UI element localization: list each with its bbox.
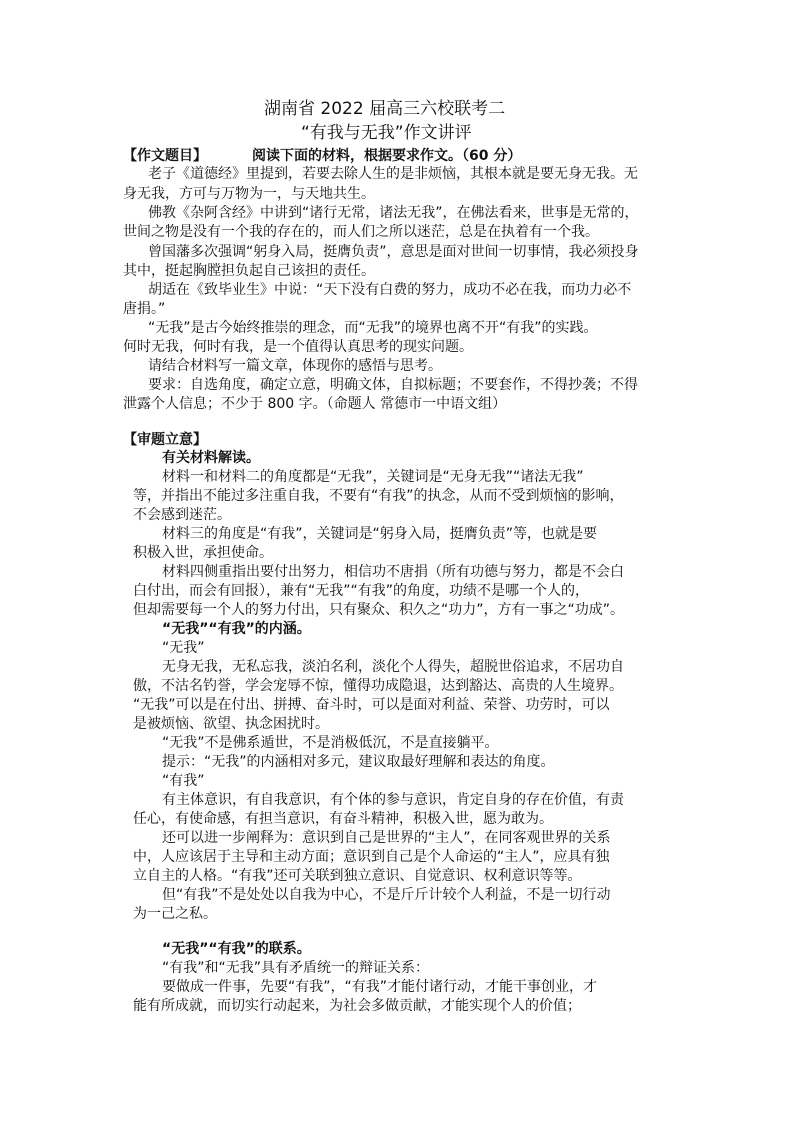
prompt-line: 身无我，方可与万物为一，与天地共生。 bbox=[123, 186, 375, 202]
title-line-1: 湖南省 2022 届高三六校联考二 bbox=[264, 99, 506, 119]
prompt-line: 其中，挺起胸膛担负起自己该担的责任。 bbox=[123, 263, 375, 279]
analysis-line: 为一己之私。 bbox=[133, 906, 217, 922]
analysis-line: 积极入世，承担使命。 bbox=[133, 545, 273, 561]
analysis-line: 等，并指出不能过多注重自我，不要有“有我”的执念，从而不受到烦恼的影响， bbox=[133, 488, 624, 504]
analysis-line: 白付出，而会有回报），兼有“无我”“有我”的角度，功绩不是哪一个人的， bbox=[133, 583, 590, 599]
analysis-line: 提示：“无我”的内涵相对多元，建议取最好理解和表达的角度。 bbox=[162, 754, 555, 770]
analysis-line: 材料四侧重指出要付出努力，相信功不唐捐（所有功德与努力，都是不会白 bbox=[162, 564, 624, 580]
section-heading: 有关材料解读。 bbox=[162, 450, 260, 466]
analysis-line: 傲，不沽名钓誉，学会宠辱不惊，懂得功成隐退，达到豁达、高贵的人生境界。 bbox=[133, 678, 623, 694]
prompt-line: 老子《道德经》里提到，若要去除人生的是非烦恼，其根本就是要无身无我。无 bbox=[148, 166, 638, 182]
subheading: “有我” bbox=[162, 773, 205, 789]
title-line-2: “有我与无我”作文讲评 bbox=[301, 123, 472, 143]
prompt-line: 佛教《杂阿含经》中讲到“诸行无常，诸法无我”，在佛法看来，世事是无常的， bbox=[148, 205, 639, 221]
analysis-line: 立自主的人格。“有我”还可关联到独立意识、自觉意识、权利意识等等。 bbox=[133, 868, 582, 884]
prompt-line: “无我”是古今始终推崇的理念，而“无我”的境界也离不开“有我”的实践。 bbox=[148, 320, 598, 336]
analysis-line: 是被烦恼、欲望、执念困扰时。 bbox=[133, 716, 329, 732]
prompt-line: 何时无我，何时有我，是一个值得认真思考的现实问题。 bbox=[123, 339, 473, 355]
analysis-line: “无我”不是佛系遁世，不是消极低沉，不是直接躺平。 bbox=[162, 735, 499, 751]
prompt-line: 请结合材料写一篇文章，体现你的感悟与思考。 bbox=[148, 358, 442, 374]
analysis-line: “无我”可以是在付出、拼搏、奋斗时，可以是面对利益、荣誉、功劳时，可以 bbox=[133, 697, 610, 713]
analysis-line: 不会感到迷茫。 bbox=[133, 507, 231, 523]
analysis-line: 任心，有使命感，有担当意识，有奋斗精神，积极入世，愿为敢为。 bbox=[133, 811, 553, 827]
analysis-line: 但“有我”不是处处以自我为中心，不是斤斤计较个人利益，不是一切行动 bbox=[162, 887, 611, 903]
prompt-line: 泄露个人信息；不少于 800 字。（命题人 常德市一中语文组） bbox=[123, 396, 507, 412]
prompt-line: 要求：自选角度，确定立意，明确文体，自拟标题；不要套作，不得抄袭；不得 bbox=[148, 377, 638, 393]
analysis-line: 但却需要每一个人的努力付出，只有聚众、积久之“功力”，方有一事之“功成”。 bbox=[133, 602, 625, 618]
prompt-line: 世间之物是没有一个我的存在的，而人们之所以迷茫，总是在执着有一个我。 bbox=[123, 224, 599, 240]
analysis-line: 无身无我，无私忘我，淡泊名利，淡化个人得失，超脱世俗追求，不居功自 bbox=[162, 659, 624, 675]
analysis-line: 能有所成就，而切实行动起来，为社会多做贡献，才能实现个人的价值； bbox=[133, 998, 581, 1014]
analysis-line: 材料三的角度是“有我”，关键词是“躬身入局，挺膺负责”等，也就是要 bbox=[162, 526, 598, 542]
analysis-line: 还可以进一步阐释为：意识到自己是世界的“主人”，在同客观世界的关系 bbox=[162, 830, 611, 846]
analysis-line: “有我”和“无我”具有矛盾统一的辩证关系： bbox=[162, 960, 430, 976]
prompt-line: 曾国藩多次强调“躬身入局，挺膺负责”，意思是面对世间一切事情，我必须投身 bbox=[148, 244, 639, 260]
analysis-line: 有主体意识，有自我意识，有个体的参与意识，肯定自身的存在价值，有责 bbox=[162, 792, 624, 808]
analysis-line: 要做成一件事，先要“有我”，“有我”才能付诸行动，才能干事创业，才 bbox=[162, 979, 598, 995]
subheading: “无我” bbox=[162, 640, 205, 656]
analysis-line: 中，人应该居于主导和主动方面；意识到自己是个人命运的“主人”，应具有独 bbox=[133, 849, 610, 865]
prompt-label: 【作文题目】 bbox=[123, 148, 207, 164]
section-heading: “无我”“有我”的联系。 bbox=[162, 941, 311, 957]
analysis-label: 【审题立意】 bbox=[123, 432, 207, 448]
prompt-line: 胡适在《致毕业生》中说：“天下没有白费的努力，成功不必在我，而功力必不 bbox=[148, 282, 632, 298]
prompt-line: 唐捐。” bbox=[123, 301, 166, 317]
section-heading: “无我”“有我”的内涵。 bbox=[162, 621, 311, 637]
prompt-heading: 阅读下面的材料，根据要求作文。（60 分） bbox=[252, 148, 522, 164]
analysis-line: 材料一和材料二的角度都是“无我”，关键词是“无身无我”“诸法无我” bbox=[162, 469, 584, 485]
